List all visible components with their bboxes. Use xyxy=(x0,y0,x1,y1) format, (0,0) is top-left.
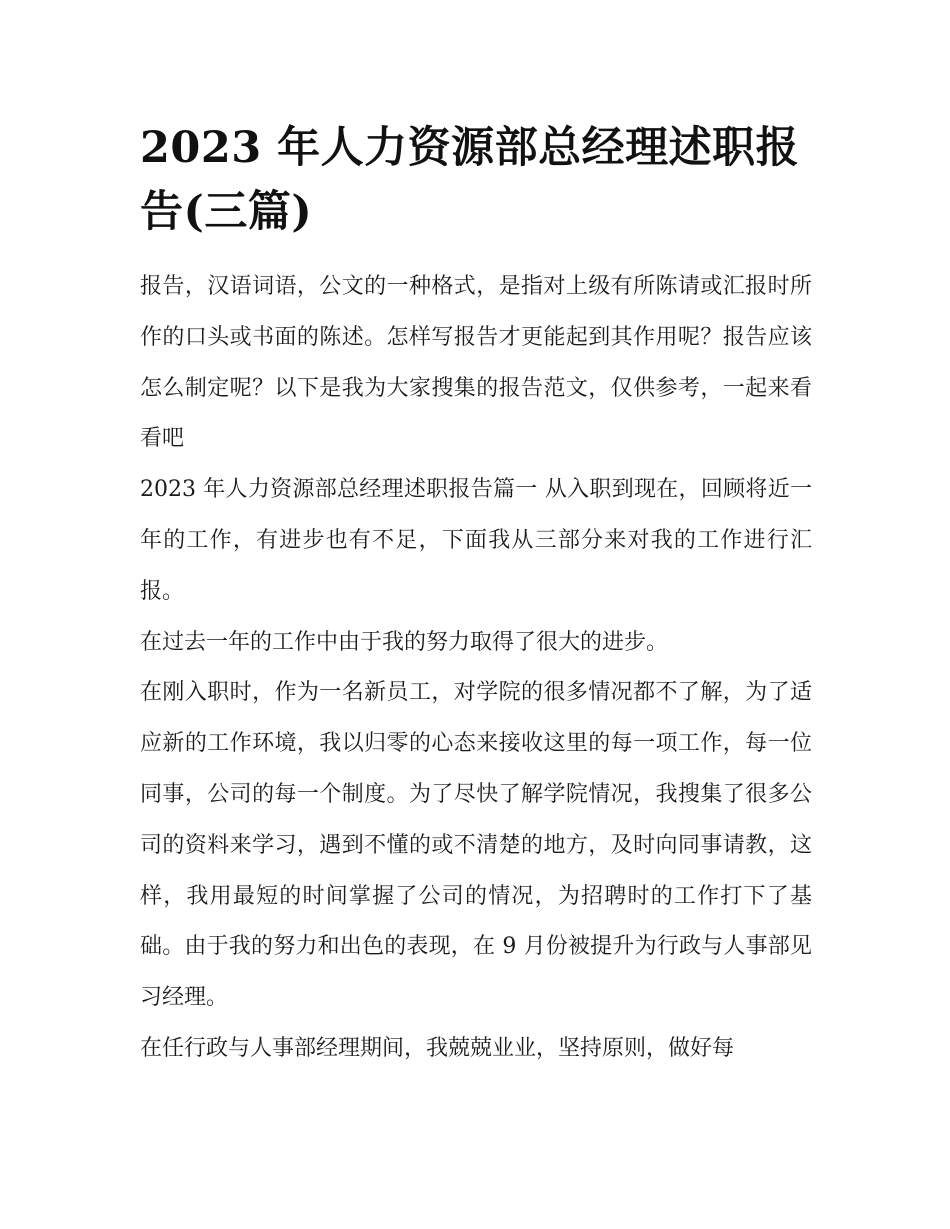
document-body xyxy=(140,116,812,1075)
report-one-opening-paragraph: 2023 年人力资源部总经理述职报告篇一 从入职到现在，回顾将近一年的工作，有进步也有不足，下面我从三部分来对我的工作进行汇报。 xyxy=(140,477,812,604)
progress-paragraph: 在过去一年的工作中由于我的努力取得了很大的进步。 xyxy=(140,629,669,655)
onboarding-paragraph: 在刚入职时，作为一名新员工，对学院的很多情况都不了解，为了适应新的工作环境，我以归零的心态来接收这里的每一项工作，每一位同事，公司的每一个制度。为了尽快了解学院情况，我搜集了很多公司的资料来学习，遇到不懂的或不清楚的地方，及时向同事请教，这样，我用最短的时间掌握了公司的情况，为招聘时的工作打下了基础。由于我的努力和出色的表现，在 9 月份被提升为行政与人事部见习经理。 xyxy=(140,680,812,1011)
document-title: 2023 年人力资源部总经理述职报告(三篇) xyxy=(140,123,800,237)
intro-paragraph: 报告，汉语词语，公文的一种格式，是指对上级有所陈请或汇报时所作的口头或书面的陈述。怎样写报告才更能起到其作用呢？报告应该怎么制定呢？以下是我为大家搜集的报告范文，仅供参考，一起来看看吧 xyxy=(140,274,812,452)
manager-duty-paragraph: 在任行政与人事部经理期间，我兢兢业业，坚持原则，做好每 xyxy=(140,1035,735,1061)
